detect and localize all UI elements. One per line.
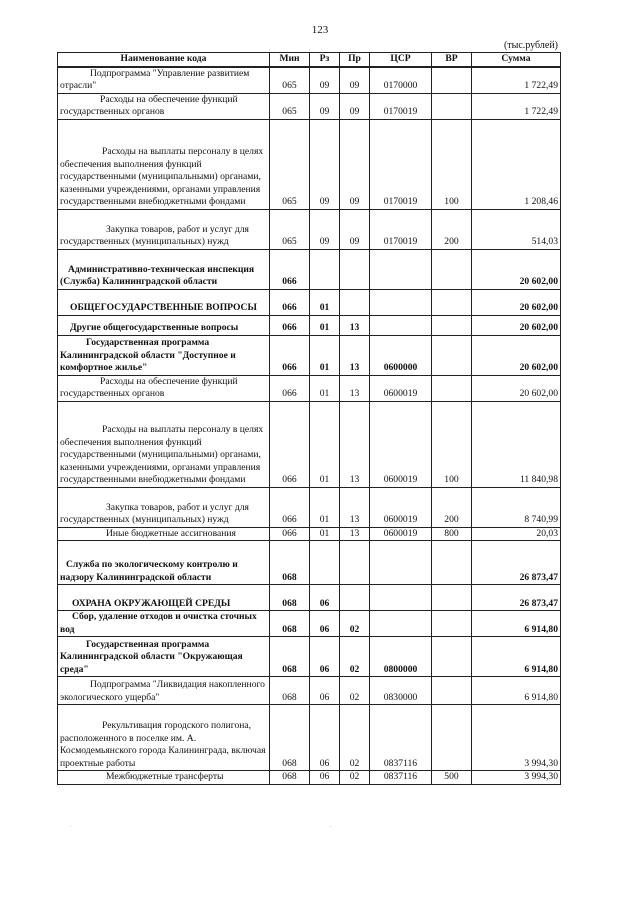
- header-vr: ВР: [432, 53, 472, 67]
- cell-pr: 09: [340, 119, 370, 209]
- row-label: Расходы на обеспечение функций государственных органов: [60, 93, 238, 117]
- table-row: [58, 249, 561, 289]
- table-row: [58, 771, 561, 785]
- cell-csr: 0830000: [370, 677, 432, 705]
- cell-min: 065: [270, 93, 310, 119]
- scan-speck: [70, 826, 71, 827]
- cell-csr: 0600000: [370, 335, 432, 375]
- cell-csr: [370, 585, 432, 611]
- cell-rz: 09: [310, 67, 340, 94]
- cell-sum: 20 602,00: [472, 335, 561, 375]
- table-body: [58, 67, 561, 785]
- table-row: [58, 527, 561, 541]
- cell-csr: 0170019: [370, 209, 432, 249]
- header-rz: Рз: [310, 53, 340, 67]
- cell-min: 066: [270, 401, 310, 487]
- table-row: [58, 67, 561, 94]
- cell-rz: [310, 249, 340, 289]
- cell-csr: 0170000: [370, 67, 432, 94]
- row-label: Закупка товаров, работ и услуг для государственных (муниципальных) нужд: [60, 501, 249, 525]
- row-label: ОХРАНА ОКРУЖАЮЩЕЙ СРЕДЫ: [72, 597, 231, 609]
- table-row: [58, 289, 561, 315]
- cell-vr: [432, 289, 472, 315]
- cell-rz: 06: [310, 611, 340, 637]
- cell-name: [58, 677, 270, 705]
- cell-csr: 0600019: [370, 527, 432, 541]
- row-label: Расходы на обеспечение функций государственных органов: [60, 375, 238, 399]
- cell-vr: 100: [432, 401, 472, 487]
- page-number: 123: [311, 24, 329, 36]
- cell-name: [58, 119, 270, 209]
- cell-csr: [370, 611, 432, 637]
- cell-pr: 13: [340, 335, 370, 375]
- cell-name: [58, 335, 270, 375]
- cell-name: [58, 93, 270, 119]
- row-label: Сбор, удаление отходов и очистка сточных вод: [60, 611, 257, 635]
- cell-name: [58, 541, 270, 585]
- row-label: ОБЩЕГОСУДАРСТВЕННЫЕ ВОПРОСЫ: [70, 302, 257, 313]
- cell-name: [58, 527, 270, 541]
- table-header-row: [58, 53, 561, 67]
- cell-name: [58, 401, 270, 487]
- table-row: [58, 541, 561, 585]
- cell-vr: 100: [432, 119, 472, 209]
- cell-csr: 0837116: [370, 771, 432, 785]
- cell-min: 068: [270, 677, 310, 705]
- cell-pr: 02: [340, 771, 370, 785]
- cell-vr: [432, 375, 472, 401]
- cell-pr: [340, 541, 370, 585]
- cell-vr: 500: [432, 771, 472, 785]
- cell-vr: [432, 637, 472, 677]
- scan-speck: [330, 826, 331, 827]
- cell-csr: 0170019: [370, 119, 432, 209]
- row-label: Служба по экологическому контролю и надзору Калининградской области: [60, 559, 238, 583]
- row-label: Другие общегосударственные вопросы: [70, 322, 239, 333]
- cell-csr: [370, 315, 432, 335]
- header-pr: Пр: [340, 53, 370, 67]
- cell-vr: 200: [432, 209, 472, 249]
- cell-vr: [432, 249, 472, 289]
- table-row: [58, 119, 561, 209]
- table-row: [58, 705, 561, 771]
- cell-name: [58, 209, 270, 249]
- table-row: [58, 335, 561, 375]
- cell-min: 068: [270, 771, 310, 785]
- cell-pr: 02: [340, 611, 370, 637]
- table-row: [58, 209, 561, 249]
- cell-name: [58, 289, 270, 315]
- cell-csr: 0170019: [370, 93, 432, 119]
- cell-sum: 6 914,80: [472, 611, 561, 637]
- header-csr: ЦСР: [370, 53, 432, 67]
- cell-pr: 09: [340, 67, 370, 94]
- row-label: Расходы на выплаты персоналу в целях обеспечения выполнения функций государственными (муниципальными) органами, казенными учреждениями, органами управления государственными внебюджетными фондами: [60, 424, 264, 485]
- cell-csr: 0600019: [370, 401, 432, 487]
- cell-rz: 01: [310, 335, 340, 375]
- cell-pr: 09: [340, 93, 370, 119]
- row-label: Расходы на выплаты персоналу в целях обеспечения выполнения функций государственными (муниципальными) органами, казенными учреждениями, органами управления государственными внебюджетными фондами: [60, 146, 264, 207]
- cell-vr: [432, 585, 472, 611]
- row-label: Иные бюджетные ассигнования: [106, 527, 236, 539]
- cell-pr: 13: [340, 315, 370, 335]
- row-label: Рекультивация городского полигона, расположенного в поселке им. А. Космодемьянского города Калининграда, включая проектные работы: [60, 720, 266, 769]
- cell-vr: 200: [432, 487, 472, 527]
- cell-csr: 0800000: [370, 637, 432, 677]
- cell-name: [58, 611, 270, 637]
- cell-csr: [370, 289, 432, 315]
- cell-pr: 02: [340, 705, 370, 771]
- cell-name: [58, 487, 270, 527]
- cell-csr: [370, 541, 432, 585]
- cell-sum: 20 602,00: [472, 249, 561, 289]
- cell-name: [58, 637, 270, 677]
- cell-rz: 01: [310, 401, 340, 487]
- cell-vr: [432, 677, 472, 705]
- cell-pr: [340, 289, 370, 315]
- table-row: [58, 375, 561, 401]
- cell-vr: [432, 335, 472, 375]
- cell-sum: 6 914,80: [472, 677, 561, 705]
- cell-pr: [340, 585, 370, 611]
- cell-rz: 01: [310, 289, 340, 315]
- row-label: Подпрограмма "Управление развитием отрасли": [60, 67, 250, 91]
- cell-vr: [432, 67, 472, 94]
- cell-name: [58, 771, 270, 785]
- cell-min: 066: [270, 315, 310, 335]
- cell-pr: [340, 249, 370, 289]
- cell-pr: 13: [340, 401, 370, 487]
- cell-rz: 01: [310, 487, 340, 527]
- cell-sum: 514,03: [472, 209, 561, 249]
- cell-name: [58, 249, 270, 289]
- cell-min: 068: [270, 611, 310, 637]
- table-row: [58, 585, 561, 611]
- cell-rz: 09: [310, 209, 340, 249]
- cell-sum: 26 873,47: [472, 585, 561, 611]
- cell-sum: 20,03: [472, 527, 561, 541]
- cell-min: 068: [270, 637, 310, 677]
- cell-name: [58, 315, 270, 335]
- cell-name: [58, 375, 270, 401]
- cell-min: 066: [270, 527, 310, 541]
- header-min: Мин: [270, 53, 310, 67]
- cell-sum: 20 602,00: [472, 315, 561, 335]
- cell-min: 066: [270, 249, 310, 289]
- cell-min: 065: [270, 119, 310, 209]
- cell-vr: [432, 315, 472, 335]
- cell-rz: 09: [310, 119, 340, 209]
- cell-name: [58, 705, 270, 771]
- unit-label: (тыс.рублей): [503, 40, 558, 51]
- table-row: [58, 677, 561, 705]
- cell-min: 068: [270, 585, 310, 611]
- cell-vr: 800: [432, 527, 472, 541]
- cell-pr: 02: [340, 637, 370, 677]
- cell-csr: 0837116: [370, 705, 432, 771]
- cell-sum: 1 208,46: [472, 119, 561, 209]
- cell-sum: 6 914,80: [472, 637, 561, 677]
- table-row: [58, 315, 561, 335]
- cell-rz: 06: [310, 637, 340, 677]
- row-label: Государственная программа Калининградской области "Доступное и комфортное жилье": [60, 337, 236, 373]
- cell-csr: 0600019: [370, 487, 432, 527]
- cell-min: 066: [270, 289, 310, 315]
- cell-rz: 06: [310, 585, 340, 611]
- row-label: Закупка товаров, работ и услуг для государственных (муниципальных) нужд: [60, 223, 249, 247]
- cell-sum: 8 740,99: [472, 487, 561, 527]
- cell-min: 065: [270, 67, 310, 94]
- cell-min: 066: [270, 335, 310, 375]
- cell-min: 066: [270, 487, 310, 527]
- cell-vr: [432, 611, 472, 637]
- cell-pr: 13: [340, 375, 370, 401]
- cell-sum: 1 722,49: [472, 93, 561, 119]
- table-row: [58, 611, 561, 637]
- cell-min: 068: [270, 705, 310, 771]
- row-label: Государственная программа Калининградской области "Окружающая среда": [60, 638, 243, 675]
- cell-sum: 1 722,49: [472, 67, 561, 94]
- row-label: Межбюджетные трансферты: [106, 771, 224, 782]
- cell-name: [58, 67, 270, 94]
- cell-vr: [432, 93, 472, 119]
- cell-vr: [432, 541, 472, 585]
- table-row: [58, 637, 561, 677]
- cell-rz: 01: [310, 375, 340, 401]
- header-sum: Сумма: [472, 53, 561, 67]
- cell-csr: 0600019: [370, 375, 432, 401]
- header-name: Наименование кода: [58, 53, 270, 67]
- cell-name: [58, 585, 270, 611]
- cell-pr: 13: [340, 487, 370, 527]
- table-row: [58, 487, 561, 527]
- cell-rz: [310, 541, 340, 585]
- cell-rz: 06: [310, 677, 340, 705]
- cell-vr: [432, 705, 472, 771]
- cell-pr: 02: [340, 677, 370, 705]
- table-row: [58, 401, 561, 487]
- cell-min: 066: [270, 375, 310, 401]
- cell-pr: 13: [340, 527, 370, 541]
- cell-rz: 09: [310, 93, 340, 119]
- row-label: Административно-техническая инспекция (Служба) Калининградской области: [60, 263, 255, 287]
- cell-min: 065: [270, 209, 310, 249]
- cell-min: 068: [270, 541, 310, 585]
- cell-rz: 06: [310, 705, 340, 771]
- cell-sum: 20 602,00: [472, 289, 561, 315]
- row-label: Подпрограмма "Ликвидация накопленного экологического ущерба": [60, 679, 265, 703]
- cell-sum: 3 994,30: [472, 771, 561, 785]
- cell-sum: 26 873,47: [472, 541, 561, 585]
- budget-table: [57, 52, 561, 785]
- cell-rz: 01: [310, 315, 340, 335]
- cell-rz: 01: [310, 527, 340, 541]
- cell-sum: 11 840,98: [472, 401, 561, 487]
- cell-sum: 3 994,30: [472, 705, 561, 771]
- cell-sum: 20 602,00: [472, 375, 561, 401]
- cell-rz: 06: [310, 771, 340, 785]
- cell-pr: 09: [340, 209, 370, 249]
- cell-csr: [370, 249, 432, 289]
- table-row: [58, 93, 561, 119]
